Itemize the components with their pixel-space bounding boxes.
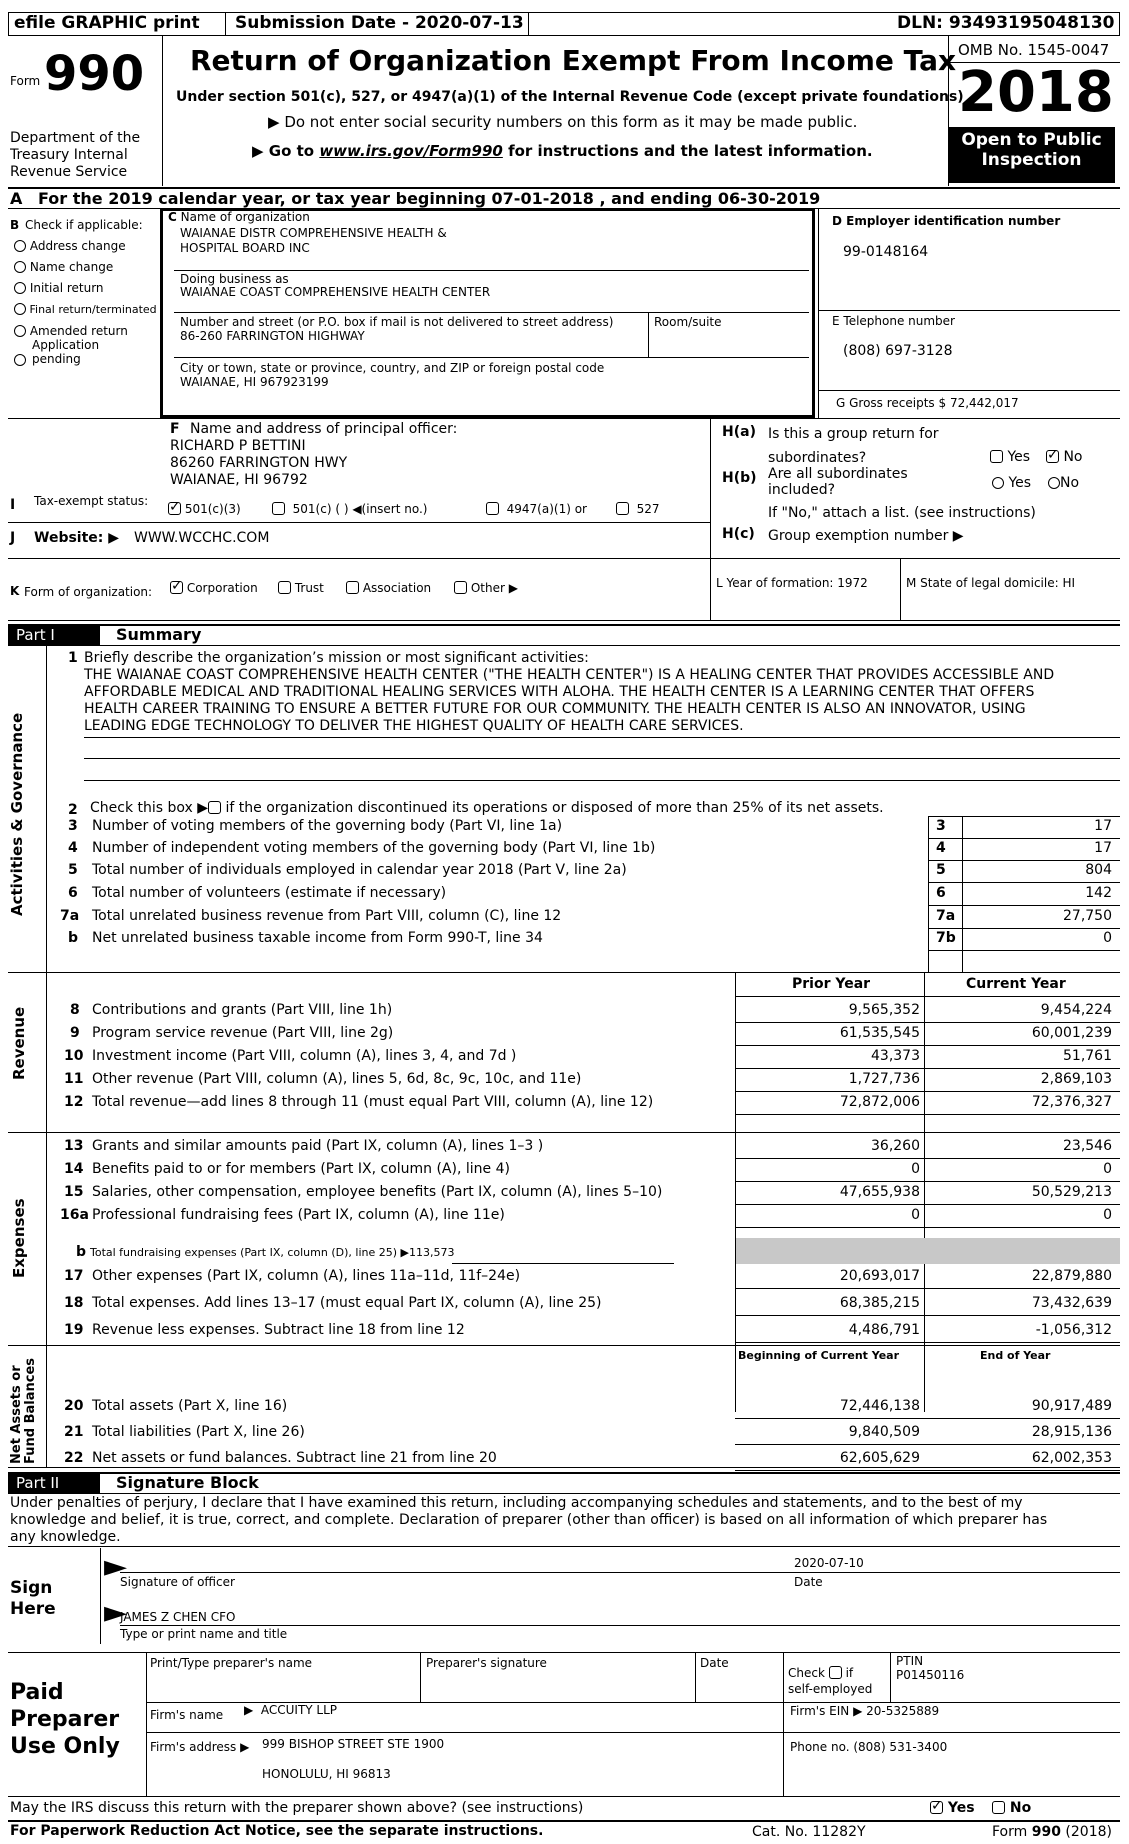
prior-year-value: 61,535,545 (839, 1025, 920, 1041)
ha-no-checkbox[interactable] (1046, 450, 1059, 463)
form-title: Return of Organization Exempt From Income Tax (190, 44, 957, 77)
paid-preparer-3: Use Only (10, 1734, 120, 1759)
org-association[interactable]: Association (346, 581, 431, 595)
value-rule (735, 1204, 1120, 1205)
ein-value: 99-0148164 (843, 244, 929, 260)
preparer-name-label: Print/Type preparer's name (150, 1656, 313, 1670)
gov-line-text (92, 862, 627, 878)
line-number: 9 (70, 1025, 80, 1041)
gov-line-text (92, 908, 561, 924)
current-year-value: 0 (1103, 1161, 1112, 1177)
value-rule (735, 1418, 1120, 1419)
current-year-value: 28,915,136 (1031, 1424, 1112, 1440)
ha-label: H(a) (722, 424, 756, 440)
line-text: Investment income (Part VIII, column (A), lines 3, 4, and 7d ) (92, 1048, 517, 1064)
firm-name-label: Firm's name (150, 1708, 224, 1722)
state-domicile: M State of legal domicile: HI (906, 576, 1076, 590)
current-year-value: 50,529,213 (1031, 1184, 1112, 1200)
gov-line-box: 3 (936, 818, 946, 834)
current-year-value: 0 (1103, 1207, 1112, 1223)
current-year-value: 73,432,639 (1031, 1295, 1112, 1311)
line-text: Total liabilities (Part X, line 26) (92, 1424, 305, 1440)
officer-name-title: JAMES Z CHEN CFO (120, 1610, 236, 1624)
side-revenue: Revenue (10, 1006, 28, 1080)
dba-value: WAIANAE COAST COMPREHENSIVE HEALTH CENTER (180, 285, 491, 299)
firm-name-value: ▶ ACCUITY LLP (244, 1703, 338, 1717)
submission-date: Submission Date - 2020-07-13 (235, 13, 524, 33)
firm-address-line1: 999 BISHOP STREET STE 1900 (262, 1737, 445, 1751)
catalog-number: Cat. No. 11282Y (752, 1824, 866, 1840)
prior-year-value: 0 (911, 1161, 920, 1177)
ha-text1: Is this a group return for (768, 426, 939, 442)
line-text: Total expenses. Add lines 13–17 (must equal Part IX, column (A), line 25) (92, 1295, 602, 1311)
gov-line-value: 17 (1094, 840, 1112, 856)
hb-note: If "No," attach a list. (see instructions) (768, 505, 1036, 521)
ha-yes-checkbox[interactable] (990, 450, 1003, 463)
self-employed-label: self-employed (788, 1682, 873, 1696)
value-rule (735, 1091, 1120, 1092)
status-501c3-checkbox[interactable] (168, 502, 181, 515)
hc-text: Group exemption number ▶ (768, 528, 964, 544)
line-number: 21 (64, 1424, 84, 1440)
address-change-radio[interactable] (14, 240, 26, 252)
application-pending-radio[interactable] (14, 354, 26, 366)
signature-label: Signature of officer (120, 1575, 235, 1589)
line-number: 22 (64, 1450, 84, 1466)
hb-yes-radio[interactable] (992, 477, 1004, 489)
gov-line-rule (928, 860, 1120, 861)
form-word: Form (10, 74, 41, 88)
ptin-value: P01450116 (896, 1668, 965, 1682)
tax-exempt-title: Tax-exempt status: (34, 494, 149, 508)
gov-line-rule (928, 905, 1120, 906)
line-text: Net assets or fund balances. Subtract line 21 from line 20 (92, 1450, 497, 1466)
gov-line-box: 4 (936, 840, 946, 856)
date-label: Date (794, 1575, 823, 1589)
paid-preparer-2: Preparer (10, 1707, 120, 1732)
value-rule (735, 1342, 1120, 1343)
hb-text1: Are all subordinates (768, 466, 908, 482)
current-year-value: 90,917,489 (1031, 1398, 1112, 1414)
initial-return-radio[interactable] (14, 282, 26, 294)
gov-line-number: 7a (60, 908, 80, 924)
gov-line-rule (928, 950, 1120, 951)
line-number: 13 (64, 1138, 84, 1154)
gov-line-value: 142 (1085, 885, 1112, 901)
street-value: 86-260 FARRINGTON HIGHWAY (180, 329, 365, 343)
gov-line-number: 6 (68, 885, 78, 901)
gov-line-number: 5 (68, 862, 78, 878)
gov-line-text (92, 885, 446, 901)
firm-address-line2: HONOLULU, HI 96813 (262, 1767, 391, 1781)
status-501c[interactable]: 501(c) ( ) ◀(insert no.) (272, 502, 428, 516)
paid-preparer-1: Paid (10, 1680, 64, 1705)
value-rule (735, 1470, 1120, 1471)
part1-title: Summary (116, 625, 202, 644)
value-rule (735, 1444, 1120, 1445)
col-beginning-year: Beginning of Current Year (738, 1349, 900, 1362)
trust-checkbox[interactable] (278, 581, 291, 594)
current-year-value: 22,879,880 (1031, 1268, 1112, 1284)
website-title: Website: ▶ (34, 530, 120, 546)
status-4947[interactable]: 4947(a)(1) or (486, 502, 587, 516)
efile-label: efile GRAPHIC print (14, 13, 200, 33)
col-end-year: End of Year (980, 1349, 1051, 1362)
department: Department of the Treasury Internal Revenue Service (10, 130, 141, 180)
mission-line4: LEADING EDGE TECHNOLOGY TO DELIVER THE HIGHEST QUALITY OF HEALTH CARE SERVICES. (84, 718, 744, 734)
section-j-label: J (10, 530, 16, 546)
line2-text: Check this box ▶ if the organization discontinued its operations or disposed of more than 25% of its net assets. (90, 800, 884, 816)
name-change-radio[interactable] (14, 261, 26, 273)
gov-line-text (92, 818, 562, 834)
application-pending-option[interactable]: Application pending (32, 338, 100, 366)
discuss-no-checkbox[interactable] (992, 1801, 1005, 1814)
prior-year-value: 4,486,791 (848, 1322, 920, 1338)
gov-line-text (92, 840, 655, 856)
line-text: Total revenue—add lines 8 through 11 (must equal Part VIII, column (A), line 12) (92, 1094, 654, 1110)
gross-receipts: G Gross receipts $ 72,442,017 (836, 396, 1019, 410)
self-employed-check[interactable]: Check if (788, 1666, 854, 1680)
hb-label: H(b) (722, 470, 757, 486)
discuss-yes[interactable]: ✓ Yes (930, 1800, 975, 1816)
gov-line-box: 6 (936, 885, 946, 901)
ptin-label: PTIN (896, 1654, 924, 1668)
gov-line-number: 4 (68, 840, 78, 856)
line-number: 15 (64, 1184, 84, 1200)
gov-line-rule (928, 838, 1120, 839)
prior-year-value: 20,693,017 (839, 1268, 920, 1284)
line-text: Other expenses (Part IX, column (A), lines 11a–11d, 11f–24e) (92, 1268, 521, 1284)
irs-link[interactable]: www.irs.gov/Form990 (319, 142, 503, 160)
value-rule (735, 1315, 1120, 1316)
line-text: Other revenue (Part VIII, column (A), lines 5, 6d, 8c, 9c, 10c, and 11e) (92, 1071, 582, 1087)
col-current-year: Current Year (966, 976, 1066, 992)
prior-year-value: 72,446,138 (839, 1398, 920, 1414)
amended-return-radio[interactable] (14, 325, 26, 337)
gov-line-value: 27,750 (1063, 908, 1112, 924)
sign-arrow-1: ► (104, 1549, 128, 1584)
line2-checkbox[interactable] (208, 801, 221, 814)
status-501c-checkbox[interactable] (272, 502, 285, 515)
discuss-question: May the IRS discuss this return with the preparer shown above? (see instructions) (10, 1800, 584, 1816)
association-checkbox[interactable] (346, 581, 359, 594)
section-b-label: B (10, 218, 20, 232)
city-label: City or town, state or province, country, and ZIP or foreign postal code (180, 361, 605, 375)
prior-year-value: 36,260 (871, 1138, 920, 1154)
gov-line-label: Net unrelated business taxable income from Form 990-T, line 34 (92, 930, 543, 946)
phone-label: E Telephone number (832, 314, 955, 328)
line16b-num: b (76, 1244, 87, 1260)
current-year-value: 72,376,327 (1031, 1094, 1112, 1110)
line-text: Professional fundraising fees (Part IX, column (A), line 11e) (92, 1207, 505, 1223)
current-year-value: 2,869,103 (1040, 1071, 1112, 1087)
penalties-line1: Under penalties of perjury, I declare that I have examined this return, including accompanying schedules and statements, and to the best of my (10, 1495, 1023, 1511)
part1-label: Part I (8, 625, 100, 645)
line-text: Revenue less expenses. Subtract line 18 from line 12 (92, 1322, 465, 1338)
value-rule (735, 1068, 1120, 1069)
hb-text2: included? (768, 482, 836, 498)
goto-note: ▶ Go to www.irs.gov/Form990 for instructions and the latest information. (252, 142, 873, 160)
gov-line-rule (928, 882, 1120, 883)
section-f-label: F (170, 421, 180, 437)
discuss-no[interactable]: No (992, 1800, 1031, 1816)
hb-no-radio[interactable] (1048, 477, 1060, 489)
preparer-sig-label: Preparer's signature (426, 1656, 547, 1670)
line1-label: Briefly describe the organization’s mission or most significant activities: (84, 650, 589, 666)
mission-line1: THE WAIANAE COAST COMPREHENSIVE HEALTH CENTER ("THE HEALTH CENTER") IS A HEALING CENTER THAT PROVIDES ACCESSIBLE AND (84, 667, 1055, 683)
value-rule (735, 1045, 1120, 1046)
penalties-line3: any knowledge. (10, 1529, 121, 1545)
value-rule (735, 1181, 1120, 1182)
line-number: 12 (64, 1094, 84, 1110)
org-name-line1: WAIANAE DISTR COMPREHENSIVE HEALTH & (180, 226, 447, 240)
sign-here-1: Sign (10, 1578, 53, 1598)
prior-year-value: 47,655,938 (839, 1184, 920, 1200)
line-number: 11 (64, 1071, 84, 1087)
current-year-value: 62,002,353 (1031, 1450, 1112, 1466)
form-subtitle: Under section 501(c), 527, or 4947(a)(1) of the Internal Revenue Code (except private foundations) (176, 89, 964, 105)
section-b-title: Check if applicable: (25, 218, 143, 232)
line2-num: 2 (68, 802, 78, 818)
mission-line2: AFFORDABLE MEDICAL AND TRADITIONAL HEALING SERVICES WITH ALOHA. THE HEALTH CENTER IS A LEARNING CENTER THAT OFFERS (84, 684, 1035, 700)
corporation-checkbox[interactable] (170, 581, 183, 594)
firm-address-label: Firm's address ▶ (150, 1740, 250, 1754)
prior-year-value: 0 (911, 1207, 920, 1223)
sign-here-2: Here (10, 1599, 56, 1619)
room-label: Room/suite (654, 315, 722, 329)
status-527-checkbox[interactable] (616, 502, 629, 515)
form-of-org-title: Form of organization: (24, 585, 153, 599)
line-number: 16a (60, 1207, 89, 1223)
org-name-label: C Name of organization (168, 210, 310, 224)
sign-date: 2020-07-10 (794, 1556, 864, 1570)
prior-year-value: 68,385,215 (839, 1295, 920, 1311)
initial-return-option[interactable]: Initial return (14, 281, 104, 295)
value-rule (735, 1114, 1120, 1115)
final-return-option[interactable]: Final return/terminated (14, 303, 157, 316)
gov-line-value: 0 (1103, 930, 1112, 946)
section-a-label: A (10, 189, 23, 208)
part2-label: Part II (8, 1473, 100, 1493)
gov-line-rule (928, 928, 1120, 929)
gov-line-value: 804 (1085, 862, 1112, 878)
prior-year-value: 62,605,629 (839, 1450, 920, 1466)
section-i-label: I (10, 497, 16, 513)
preparer-date-label: Date (700, 1656, 729, 1670)
line-number: 18 (64, 1295, 84, 1311)
discuss-yes-checkbox[interactable] (930, 1801, 943, 1814)
form-990-page: efile GRAPHIC print Submission Date - 2020-07-13 DLN: 93493195048130 Form 990 Department of the Treasury Internal Revenue Service Return of Organization Exempt From Income Tax Under section 501(c), 527, or 4947(a)(1) of the Internal Revenue Code (except private foundations) ▶ Do not enter social security numbers on this form as it may be made public. ▶ Go to www.irs.gov/Form990 for instructions and the latest information. OMB No. 1545-0047 2018 Open to Public Inspection A For the 2019 calendar year, or tax year beginning 07-01-2018 , and ending 06-30-2019 B Check if applicable: Address change Name change Initial return Final return/terminated Amended return Application pending C Name of organization WAIANAE DISTR COMPREHENSIVE HEALTH & HOSPITAL BOARD INC Doing business as WAIANAE COAST COMPREHENSIVE HEALTH CENTER Number and street (or P.O. box if mail is not delivered to street address) Room/suite 86-260 FARRINGTON HIGHWAY City or town, state or province, country, and ZIP or foreign postal code WAIANAE, HI 967923199 D Employer identification number 99-0148164 E Telephone number (808) 697-3128 G Gross receipts $ 72,442,017 F Name and address of principal officer: RICHARD P BETTINI 86260 FARRINGTON HWY WAIANAE, HI 96792 H(a) Is this a group return for subordinates? Yes ✓ No H(b) Are all subordinates included? Yes No If "No," attach a list. (see instructions) H(c) Group exemption number ▶ I Tax-exempt status: ✓ 501(c)(3) 501(c) ( ) ◀(insert no.) 4947(a)(1) or 527 J Website: ▶ WWW.WCCHC.COM K Form of organization: ✓ Corporation Trust Association Other ▶ L Year of formation: 1972 M State of legal domicile: HI Part I Summary Activities & Governance 1 Briefly describe the organization’s mission or most significant activities: THE WAIANAE COAST COMPREHENSIVE HEALTH CENTER ("THE HEALTH CENTER") IS A HEALING CENTER THAT PROVIDES ACCESSIBLE AND AFFORDABLE MEDICAL AND TRADITIONAL HEALING SERVICES WITH ALOHA. THE HEALTH CENTER IS A LEARNING CENTER THAT OFFERS HEALTH CAREER TRAINING TO ENSURE A BETTER FUTURE FOR OUR COMMUNITY. THE HEALTH CENTER IS ALSO AN INNOVATOR, USING LEADING EDGE TECHNOLOGY TO DELIVER THE HIGHEST QUALITY OF HEALTH CARE SERVICES. 2 Check this box ▶ if the organization discontinued its operations or disposed of more than 25% of its net assets. 3 Number of voting members of the governing body (Part VI, line 1a) 3 17 4 Number of independent voting members of the governing body (Part VI, line 1b) 4 17 5 Total number of individuals employed in calendar year 2018 (Part V, line 2a) 5 804 6 Total number of volunteers (estimate if necessary) 6 142 7a Total unrelated business revenue from Part VIII, column (C), line 12 7a 27,750 b Net unrelated business taxable income from Form 990-T, line 34 7b 0 Prior Year Current Year Revenue 8 Contributions and grants (Part VIII, line 1h) 9,565,352 9,454,224 9 Program service revenue (Part VIII, line 2g) 61,535,545 60,001,239 10 Investment income (Part VIII, column (A), lines 3, 4, and 7d ) 43,373 51,761 11 Other revenue (Part VIII, column (A), lines 5, 6d, 8c, 9c, 10c, and 11e) 1,727,736 2,869,103 12 Total revenue—add lines 8 through 11 (must equal Part VIII, column (A), line 12) 72,872,006 72,376,327 Expenses 13 Grants and similar amounts paid (Part IX, column (A), lines 1–3 ) 36,260 23,546 14 Benefits paid to or for members (Part IX, column (A), line 4) 0 0 15 Salaries, other compensation, employee benefits (Part IX, column (A), lines 5–10) 47,655,938 50,529,213 16a Professional fundraising fees (Part IX, column (A), line 11e) 0 0 b Total fundraising expenses (Part IX, column (D), line 25) ▶113,573 17 Other expenses (Part IX, column (A), lines 11a–11d, 11f–24e) 20,693,017 22,879,880 18 Total expenses. Add lines 13–17 (must equal Part IX, column (A), line 25) 68,385,215 73,432,639 19 Revenue less expenses. Subtract line 18 from line 12 4,486,791 -1,056,312 Beginning of Current Year End of Year Net Assets or Fund Balances 20 Total assets (Part X, line 16) 72,446,138 90,917,489 21 Total liabilities (Part X, line 26) 9,840,509 28,915,136 22 Net assets or fund balances. Subtract line 21 from line 20 62,605,629 62,002,353 Part II Signature Block Under penalties of perjury, I declare that I have examined this return, including accompanying schedules and statements, and to the best of my knowledge and belief, it is true, correct, and complete. Declaration of preparer (other than officer) is based on all information of which preparer has any knowledge. Sign Here ► ► 2020-07-10 Signature of officer Date JAMES Z CHEN CFO Type or print name and title Paid Preparer Use Only Print/Type preparer's name Preparer's signature Date Check if self-employed PTIN P01450116 Firm's name ▶ ACCUITY LLP Firm's EIN ▶ 20-5325889 Firm's address ▶ 999 BISHOP STREET STE 1900 HONOLULU, HI 96813 Phone no. (808) 531-3400 May the IRS discuss this return with the preparer shown above? (see instructions) ✓ Yes No For Paperwork Reduction Act Notice, see the separate instructions. Cat. No. 11282Y Form 990 (2018) (0, 0, 1129, 1844)
footer-form: Form 990 (2018) (992, 1824, 1112, 1840)
org-other[interactable]: Other ▶ (454, 581, 518, 595)
current-year-value: 9,454,224 (1040, 1002, 1112, 1018)
prior-year-value: 72,872,006 (839, 1094, 920, 1110)
amended-return-option[interactable]: Amended return (14, 324, 128, 338)
penalties-line2: knowledge and belief, it is true, correct, and complete. Declaration of preparer (other than officer) is based on all information of which preparer has (10, 1512, 1048, 1528)
paperwork-notice: For Paperwork Reduction Act Notice, see the separate instructions. (10, 1823, 544, 1839)
line-number: 20 (64, 1398, 84, 1414)
line1-num: 1 (68, 650, 78, 666)
year-formation: L Year of formation: 1972 (716, 576, 868, 590)
principal-officer-title: Name and address of principal officer: (190, 421, 458, 437)
ein-label: D Employer identification number (832, 214, 1061, 228)
gov-line-label: Total unrelated business revenue from Part VIII, column (C), line 12 (92, 908, 562, 924)
dln: DLN: 93493195048130 (897, 13, 1115, 33)
line-number: 8 (70, 1002, 80, 1018)
line-number: 19 (64, 1322, 84, 1338)
col-prior-year: Prior Year (792, 976, 871, 992)
open-public-badge: Open to Public Inspection (948, 127, 1115, 183)
prior-year-value: 1,727,736 (848, 1071, 920, 1087)
prior-year-value: 9,565,352 (848, 1002, 920, 1018)
value-rule (735, 1158, 1120, 1159)
current-year-value: 51,761 (1063, 1048, 1112, 1064)
hb-no[interactable]: No (1048, 475, 1079, 491)
hb-yes[interactable]: Yes (992, 475, 1031, 491)
line-text: Total assets (Part X, line 16) (92, 1398, 288, 1414)
hc-label: H(c) (722, 526, 755, 542)
mission-line3: HEALTH CAREER TRAINING TO ENSURE A BETTER FUTURE FOR OUR COMMUNITY. THE HEALTH CENTER IS ALSO AN INNOVATOR, USING (84, 701, 1026, 717)
prior-year-value: 9,840,509 (848, 1424, 920, 1440)
dba-label: Doing business as (180, 272, 289, 286)
officer-line2: 86260 FARRINGTON HWY (170, 455, 348, 471)
status-501c3[interactable]: ✓ 501(c)(3) (168, 502, 241, 516)
line-number: 17 (64, 1268, 84, 1284)
name-change-option[interactable]: Name change (14, 260, 113, 274)
prior-year-value: 43,373 (871, 1048, 920, 1064)
line-text: Contributions and grants (Part VIII, line 1h) (92, 1002, 393, 1018)
value-rule (735, 1022, 1120, 1023)
gov-line-box: 5 (936, 862, 946, 878)
line-number: 10 (64, 1048, 84, 1064)
officer-line3: WAIANAE, HI 96792 (170, 472, 308, 488)
line-number: 14 (64, 1161, 84, 1177)
sign-arrow-2: ► (104, 1595, 128, 1630)
line-text: Program service revenue (Part VIII, line 2g) (92, 1025, 394, 1041)
firm-phone: Phone no. (808) 531-3400 (790, 1740, 948, 1754)
address-change-option[interactable]: Address change (14, 239, 126, 253)
line-text: Benefits paid to or for members (Part IX, column (A), line 4) (92, 1161, 510, 1177)
officer-line1: RICHARD P BETTINI (170, 438, 306, 454)
value-rule (735, 1227, 1120, 1228)
part2-title: Signature Block (116, 1473, 259, 1492)
gov-line-label: Total number of volunteers (estimate if necessary) (92, 885, 447, 901)
current-year-value: 23,546 (1063, 1138, 1112, 1154)
section-k-label: K (10, 584, 20, 598)
gov-line-label: Number of voting members of the governing body (Part VI, line 1a) (92, 818, 563, 834)
line-text: Salaries, other compensation, employee benefits (Part IX, column (A), lines 5–10) (92, 1184, 663, 1200)
other-checkbox[interactable] (454, 581, 467, 594)
line16b-text: Total fundraising expenses (Part IX, column (D), line 25) ▶113,573 (90, 1246, 455, 1259)
ha-yes[interactable]: Yes (990, 449, 1030, 465)
gov-line-value: 17 (1094, 818, 1112, 834)
line-text: Grants and similar amounts paid (Part IX, column (A), lines 1–3 ) (92, 1138, 544, 1154)
side-expenses: Expenses (10, 1198, 28, 1278)
gov-line-box: 7a (936, 908, 956, 924)
gov-line-text (92, 930, 543, 946)
firm-ein: Firm's EIN ▶ 20-5325889 (790, 1704, 940, 1718)
gov-line-label: Total number of individuals employed in calendar year 2018 (Part V, line 2a) (92, 862, 627, 878)
gov-line-number: b (68, 930, 79, 946)
city-value: WAIANAE, HI 967923199 (180, 375, 329, 389)
self-employed-checkbox[interactable] (829, 1666, 842, 1679)
status-4947-checkbox[interactable] (486, 502, 499, 515)
phone-value: (808) 697-3128 (843, 343, 953, 359)
side-activities-governance: Activities & Governance (8, 712, 26, 916)
application-pending-radio-wrap[interactable] (14, 352, 26, 368)
value-rule (735, 1288, 1120, 1289)
gov-line-label: Number of independent voting members of the governing body (Part VI, line 1b) (92, 840, 656, 856)
tax-year-range: For the 2019 calendar year, or tax year beginning 07-01-2018 , and ending 06-30-2019 (38, 189, 821, 208)
org-name-line2: HOSPITAL BOARD INC (180, 241, 310, 255)
org-corporation[interactable]: ✓ Corporation (170, 581, 258, 595)
gov-line-number: 3 (68, 818, 78, 834)
ssn-note: ▶ Do not enter social security numbers on this form as it may be made public. (268, 113, 858, 131)
line16b-shaded (736, 1238, 1120, 1264)
status-527[interactable]: 527 (616, 502, 660, 516)
current-year-value: -1,056,312 (1035, 1322, 1112, 1338)
current-year-value: 60,001,239 (1031, 1025, 1112, 1041)
street-label: Number and street (or P.O. box if mail is not delivered to street address) (180, 315, 614, 329)
ha-text2: subordinates? (768, 450, 867, 466)
name-title-label: Type or print name and title (120, 1627, 288, 1641)
final-return-radio[interactable] (14, 303, 26, 315)
website-value[interactable]: WWW.WCCHC.COM (134, 530, 270, 546)
omb-number: OMB No. 1545-0047 (958, 41, 1110, 59)
gov-line-box: 7b (936, 930, 956, 946)
org-trust[interactable]: Trust (278, 581, 324, 595)
form-number: 990 (44, 46, 145, 102)
ha-no[interactable]: ✓ No (1046, 449, 1083, 465)
tax-year: 2018 (958, 60, 1114, 125)
